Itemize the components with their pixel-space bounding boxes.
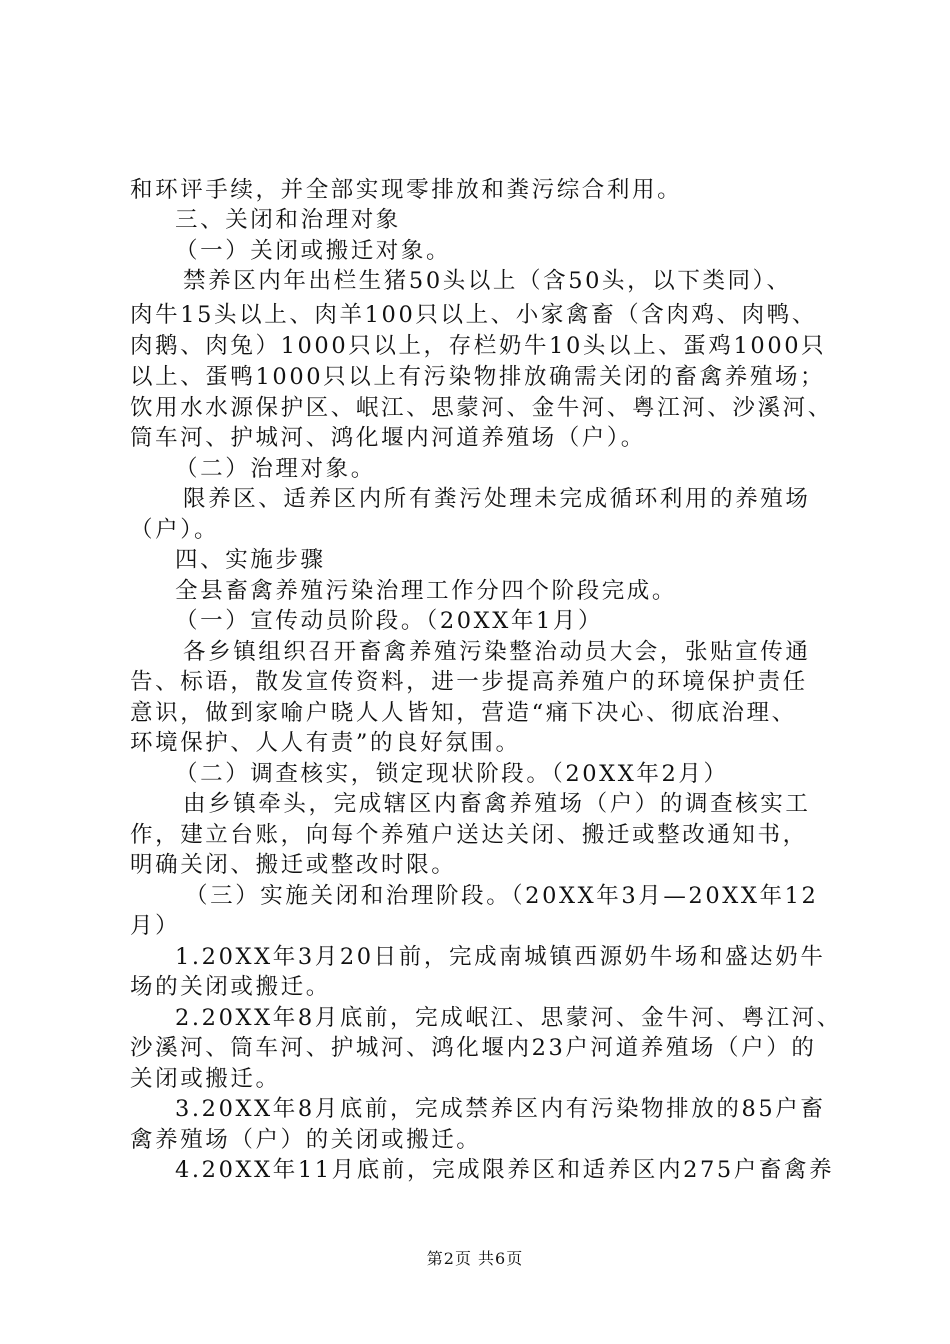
subsection-heading: （一）宣传动员阶段。（20XX年1月） <box>175 608 604 634</box>
text-line: 月） <box>130 913 181 939</box>
text-line: 场的关闭或搬迁。 <box>130 974 331 1000</box>
subsection-heading: （二）调查核实，锁定现状阶段。（20XX年2月） <box>175 761 729 787</box>
list-item: 1.20XX年3月20日前，完成南城镇西源奶牛场和盛达奶牛 <box>175 944 826 970</box>
text-line: 全县畜禽养殖污染治理工作分四个阶段完成。 <box>175 578 678 604</box>
text-line: 环境保护、人人有责”的良好氛围。 <box>130 730 521 756</box>
text-line: 意识，做到家喻户晓人人皆知，营造“痛下决心、彻底治理、 <box>130 700 797 726</box>
text-line: 各乡镇组织召开畜禽养殖污染整治动员大会，张贴宣传通 <box>183 639 811 665</box>
list-item: 2.20XX年8月底前，完成岷江、思蒙河、金牛河、粤江河、 <box>175 1005 842 1031</box>
text-line: 筒车河、护城河、鸿化堰内河道养殖场（户）。 <box>130 425 646 451</box>
text-line: 肉牛15头以上、肉羊100只以上、小家禽畜（含肉鸡、肉鸭、 <box>130 302 817 328</box>
subsection-heading: （一）关闭或搬迁对象。 <box>175 238 452 264</box>
text-line: 禁养区内年出栏生猪50头以上（含50头，以下类同）、 <box>183 268 792 294</box>
text-line: 肉鹅、肉兔）1000只以上，存栏奶牛10头以上、蛋鸡1000只 <box>130 333 827 359</box>
subsection-heading: （二）治理对象。 <box>175 456 376 482</box>
text-line: 沙溪河、筒车河、护城河、鸿化堰内23户河道养殖场（户）的 <box>130 1035 817 1061</box>
text-line: 明确关闭、搬迁或整改时限。 <box>130 852 457 878</box>
subsection-heading: （三）实施关闭和治理阶段。（20XX年3月—20XX年12 <box>185 883 819 909</box>
section-heading: 四、实施步骤 <box>175 547 326 573</box>
text-line: （户）。 <box>130 517 220 543</box>
list-item: 4.20XX年11月底前，完成限养区和适养区内275户畜禽养 <box>175 1157 835 1183</box>
section-heading: 三、关闭和治理对象 <box>175 207 401 233</box>
text-line: 由乡镇牵头，完成辖区内畜禽养殖场（户）的调查核实工 <box>183 791 811 817</box>
text-line: 告、标语，散发宣传资料，进一步提高养殖户的环境保护责任 <box>130 669 808 695</box>
text-line: 限养区、适养区内所有粪污处理未完成循环利用的养殖场 <box>183 486 811 512</box>
text-line: 禽养殖场（户）的关闭或搬迁。 <box>130 1127 482 1153</box>
page-footer: 第2页 共6页 <box>426 1249 524 1268</box>
text-line: 饮用水水源保护区、岷江、思蒙河、金牛河、粤江河、沙溪河、 <box>130 395 833 421</box>
text-line: 和环评手续，并全部实现零排放和粪污综合利用。 <box>130 177 683 203</box>
text-line: 作，建立台账，向每个养殖户送达关闭、搬迁或整改通知书， <box>130 822 808 848</box>
text-line: 以上、蛋鸭1000只以上有污染物排放确需关闭的畜禽养殖场； <box>130 364 826 390</box>
text-line: 关闭或搬迁。 <box>130 1066 281 1092</box>
list-item: 3.20XX年8月底前，完成禁养区内有污染物排放的85户畜 <box>175 1096 826 1122</box>
